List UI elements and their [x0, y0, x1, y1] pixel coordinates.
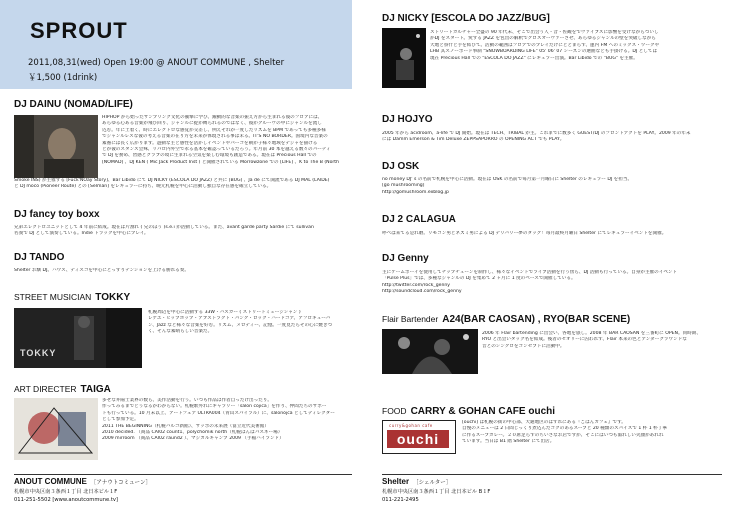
food-heading	[382, 406, 555, 417]
dainu-bio-mid: とが彼のスタンス会殊、リパロ内外空で永る基本を確認っているだろう。年月前 30 本を越える数々のパーティ で DJ を務め、皆感とクラブの境に生まれる空気を楽しむ環境も創造である。現在は Precious Hall での [NOMAD] 、DJ KEN ( Mic Jack Product Inst ) と開催されている Morrowzone での [LIFE] 、K to The B (North	[102, 147, 339, 165]
nicky-photo	[382, 28, 426, 88]
footer-left-rule	[14, 474, 352, 475]
flair-heading	[382, 314, 630, 325]
nicky-heading: DJ NICKY [ESCOLA DO JAZZ/BUG]	[382, 13, 550, 24]
calagua-heading: DJ 2 CALAGUA	[382, 214, 456, 225]
anout-commune-contact[interactable]: 011-251-5502 [www.anoutcommune.tv]	[14, 497, 118, 503]
anout-commune-address: 札幌市中央区南３条西１丁目 北日本ビル１F	[14, 489, 118, 495]
taiga-bio: 多せな井陽士業界の数ら、美作活動を行う。いつも作品は作者自ったけ出ったり。 作ってみるまでどうなるかわからない。札幌駅外れにギャラリー「salon cojica」を作り、仲間たちのサポー トも行っている。10 月末以上、アートフェア ULTRA004（青山スパイラル）に、salonojca としてディレクター として参加予定。 2011 THE BEGINNING（札幌バルコ新館）、サッポの未来展（富立近代美術館） 2010 decided. （商品 CAI02 count1、polychomik north（札幌ぱんぱパスネー場） 2009 mirroom （商品 CAI02 raund2 ）、マジカルキャンプ 2009 （手稲ハイランド）	[102, 398, 335, 442]
food-prefix: FOOD	[382, 406, 407, 416]
footer-right-rule	[382, 474, 722, 475]
nicky-bio: ストリートカルチャー全盛の 90 年代末、そこで出会う人・音・佐観をでヴァイブスに影響を受けながらついし かDJ をスタート。愛する JAZZ を包出の解釈でクロスオーヴァーさせ、あらゆるジャンルの壁を突破しながら 大地と祭什と手を結びて。活動の範囲はフロアでのプレイだけにとどまらず、運内 FM へのミックス・ワークや LHB 其スノーボード事制 "SNOWBOARDING LIFE" 05' 06' 07 シーズンの選曲なども手掛ける。DJ としては 現在 Precious Hall での "ESCOLA DO JAZZ" にレギュラー出演。Bar Libido での "BUG" を主催。	[430, 30, 660, 61]
dainu-photo-image	[14, 115, 98, 178]
tokky-photo	[14, 308, 142, 368]
fancy-bio: 兄弟エレクトロユニットとして 4 年前に結成。現在は片割れ ( 兄のほう )s.e.i が活動している。また、avant garde party Sardie にて sullivan 名義で DJ として演奏している。Indie トラックを中心にプレイ。	[14, 225, 314, 237]
taiga-heading	[14, 384, 111, 395]
flair-bio: 2006 年 Flair bartending に出会い、各地を旅し。2008 年 BAR CAOSAN を三番町に OPEN。同時期、 RYO と出会いタッグ名を結成。後者のセオリーに囚われず、Flair 本来の色とアンダーグラウンドな 音とのシンクロをコンセプトに活動中。	[482, 331, 701, 349]
dainu-photo	[14, 115, 98, 178]
osk-heading: DJ OSK	[382, 161, 420, 172]
event-price: ￥1,500 (1drink)	[28, 73, 98, 83]
tokky-name: TOKKY	[95, 292, 131, 303]
flair-photo	[382, 329, 478, 374]
tando-bio: Shelter お馴 DJ。ハウス、ディスコを中心にとっすりテンションを上げる勝れる奏。	[14, 268, 189, 273]
ouchi-logo	[382, 420, 456, 454]
event-title: SPROUT	[30, 18, 128, 43]
flair-prefix: Flair Bartender	[382, 314, 439, 324]
tokky-photo-image	[14, 308, 142, 368]
osk-blog-link[interactable]: http://gomushroom.exblog.jp	[382, 189, 449, 195]
taiga-artwork-image	[14, 398, 98, 460]
taiga-artwork	[14, 398, 98, 460]
genny-soundcloud-link[interactable]: http://soundcloud.com/rock_genny	[382, 289, 462, 295]
flair-photo-image	[382, 329, 478, 374]
dainu-bio-top: HIPHOP から始ったサンプリング文化の衝撃に学び、躍動的な音楽の振え方から生まれる彼のフロアには、 あらゆる心ある音楽が飛び回り、ジャンルに捉が縛られるのではなく、彼がグルーヴの中にジャンルを流し 込む。年に土着く、時にエレクトロな感覚が交差し、例えそれが一度したリズムを BPM であっても多種多様 でジャンルレスな彼の考える音楽の在り方を未来が体現される事は未る。IT'S NO BORDER。国境内な音楽の 素養には長く広がります。遊動な主と感性を活かしイベントやパーコを朝が子様々地域をデジャを描ける	[102, 115, 328, 146]
dainu-bio-bottom: Smoke INS) が主催する [Fuck'NOay Story]、Bar Libido にて DJ NICKY (ESCOLA DO JAZZ) と共に [BUG] 、Ja de にて開流である DJ MAL (LAIDE) と DJ moco (Pioneer Route) との [Selman] をレギュラーに持ち、晩元札幌を中心に活動し独自な存在感を確立している。	[14, 178, 330, 190]
tokky-photo-label: TOKKY	[20, 348, 57, 358]
tokky-prefix: STREET MUSICIAN	[14, 292, 92, 302]
tokky-bio: 札幌周辺を中心に活動する 33W・バスカー ( ストリートミュージシャン ) レゲエ・ヒップホップ・アブストラクト・パンク・ロック・ハードコア、アフロキューバ ン、Jazz など様々な音楽を好む。リズム、メロディー、記憶。一度見たらその心に焼きつ く、そんな素晴らしい音楽だ。	[148, 310, 333, 335]
food-name: CARRY & GOHAN CAFE ouchi	[410, 406, 556, 417]
taiga-name: TAIGA	[80, 384, 111, 395]
dainu-heading: DJ DAINU (NOMAD/LIFE)	[14, 99, 133, 110]
ouchi-logo-sub: curry&gohan cafe	[389, 423, 433, 428]
shelter-name: Shelter ［シェルター］	[382, 477, 452, 486]
osk-bio: no money DJ' s の名前で札幌を中心に活動。現在は OSK の名前で毎月第一月曜日に Shelter のレギュラー DJ を担当。 [go mushrooming] http://gomushroom.exblog.jp	[382, 177, 722, 198]
genny-bio: 主にゲームボーイを使用してチップチューンを制作し、様々なイベントでライブ活動を行う傍ら、DJ 活動も行っている。自身が主催のイベント 「Pulse Plus」では、多種なジャンルの DJ を集めて 2 ヶ月に 1 度のペースで開催している。 http://twitter.com/rock_genny http://soundcloud.com/rock_genny	[382, 270, 722, 298]
fancy-heading: DJ fancy toy boxx	[14, 209, 100, 220]
tokky-heading	[14, 292, 130, 303]
genny-twitter-link[interactable]: http://twitter.com/rock_genny	[382, 282, 450, 288]
event-date-line: 2011,08,31(wed) Open 19:00 @ ANOUT COMMUNE , Shelter	[28, 58, 285, 68]
anout-commune-name: ANOUT COMMUNE ［アナウトコミューン］	[14, 477, 151, 486]
flair-name: A24(BAR CAOSAN) , RYO(BAR SCENE)	[442, 314, 631, 325]
anout-commune-kana: ［アナウトコミューン］	[90, 480, 151, 486]
calagua-bio: 呼べば来てる是れ磨。リモコン男とネズミ男による DJ デリバリー夢のタッグ！毎月最終月曜日 Shelter にてレギュラーイベントを開催。	[382, 231, 667, 236]
shelter-contact: 011-221-2495	[382, 497, 419, 503]
genny-heading: DJ Genny	[382, 253, 429, 264]
hojyo-heading: DJ HOJYO	[382, 114, 433, 125]
tando-heading: DJ TANDO	[14, 252, 65, 263]
hojyo-bio: 2005 年から acidroom、a-life で DJ 開始。現在は TECH、TRIBAL が主。これまでに数多く GUEST/DJ のフロントアクトを PLAY。2009 年の年末 には Damm Emerson & Tim Deluxe ZEPPSAPORRO の OPENING ACT でも PLAY。	[382, 131, 691, 143]
shelter-address: 札幌市中央区南３条西１丁目 北日本ビル B１F	[382, 489, 491, 495]
nicky-photo-image	[382, 28, 426, 88]
taiga-prefix: ART DIRECTER	[14, 384, 77, 394]
food-bio: [ouchi] は札幌の街の中心部、大通地区のはずれにある『ごはんカフェ』です。 自慢のメニューは 2 日間じっくり煮込んだコクのあるスープと 20 種類のスパイスで 1 杯 1 杯丁寧 に作るスープカレー。２０席足らずのちいさなお店ですが、そこにはいつも溢れしい笑顔があれれ ています。当日は B1 階 Shelter にて出店。	[462, 420, 667, 445]
ouchi-logo-text: ouchi	[387, 430, 449, 448]
shelter-kana: ［シェルター］	[413, 480, 452, 486]
